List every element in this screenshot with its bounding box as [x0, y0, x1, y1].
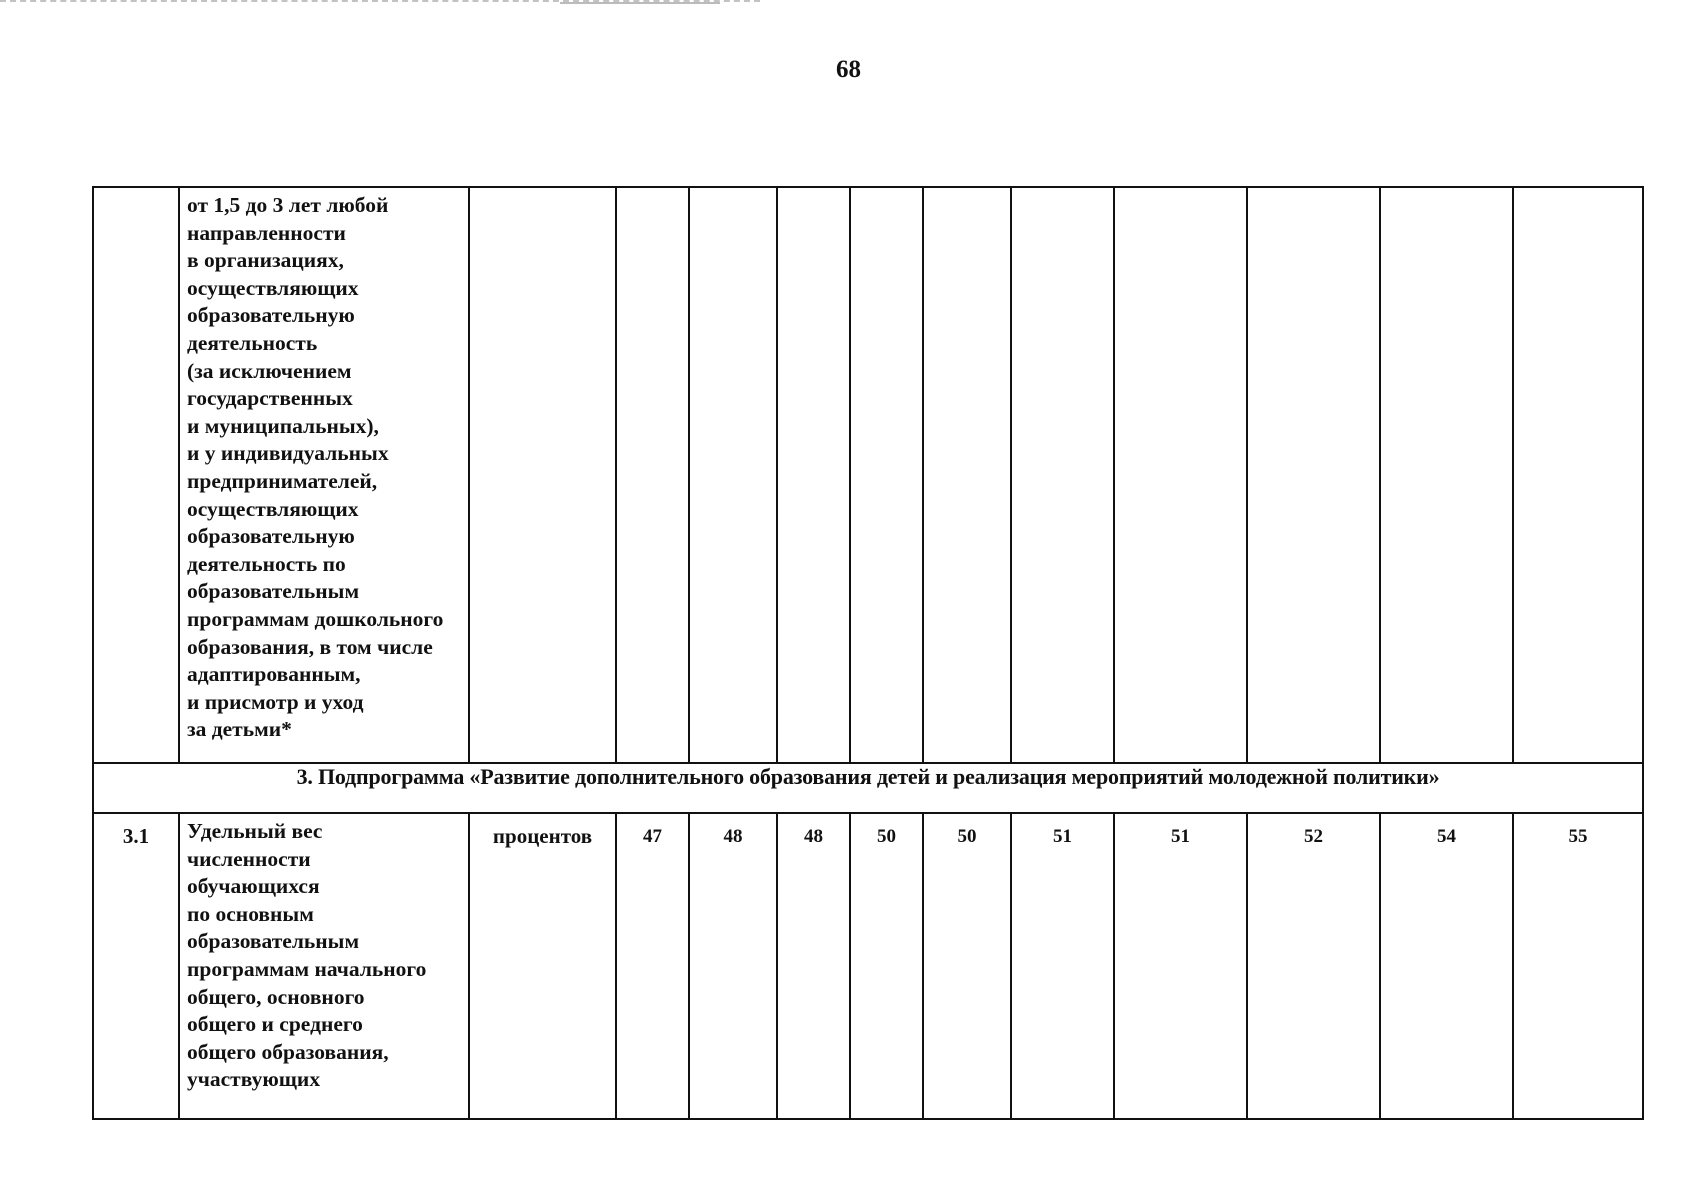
cell-value: 51	[1114, 813, 1247, 1119]
cell-value	[1380, 187, 1513, 763]
cell-value	[689, 187, 777, 763]
cell-value	[923, 187, 1011, 763]
row-number: 3.1	[93, 813, 179, 1119]
cell-unit	[469, 187, 616, 763]
cell-value	[850, 187, 923, 763]
cell-value: 52	[1247, 813, 1380, 1119]
cell-value: 47	[616, 813, 689, 1119]
cell-value	[1247, 187, 1380, 763]
cell-description: Удельный вес численности обучающихся по основным образовательным программам начального общего, основного общего и среднего общего образования, участвующих	[179, 813, 469, 1119]
cell-number	[93, 187, 179, 763]
cell-value: 50	[923, 813, 1011, 1119]
table-row-continuation	[93, 187, 1643, 763]
cell-value: 48	[777, 813, 850, 1119]
cell-value: 54	[1380, 813, 1513, 1119]
cell-value	[1114, 187, 1247, 763]
cell-value: 51	[1011, 813, 1114, 1119]
cell-value	[777, 187, 850, 763]
cell-value	[1513, 187, 1643, 763]
cell-value: 48	[689, 813, 777, 1119]
cell-value	[616, 187, 689, 763]
cell-value: 50	[850, 813, 923, 1119]
page-number: 68	[836, 56, 861, 83]
cell-unit: процентов	[469, 813, 616, 1119]
indicator-table	[92, 186, 1644, 1120]
table-row-section-heading	[93, 763, 1643, 813]
cell-value	[1011, 187, 1114, 763]
section-title: 3. Подпрограмма «Развитие дополнительного образования детей и реализация мероприятий молодежной политики»	[93, 763, 1643, 813]
scan-edge-artifact	[560, 2, 720, 4]
table-row-3-1	[93, 813, 1643, 1119]
cell-description: от 1,5 до 3 лет любой направленности в организациях, осуществляющих образовательную деятельность (за исключением государственных и муниципальных), и у индивидуальных предпринимателей, осуществляющих образовательную деятельность по образовательным программам дошкольного образования, в том числе адаптированным, и присмотр и уход за детьми*	[179, 187, 469, 763]
cell-value: 55	[1513, 813, 1643, 1119]
